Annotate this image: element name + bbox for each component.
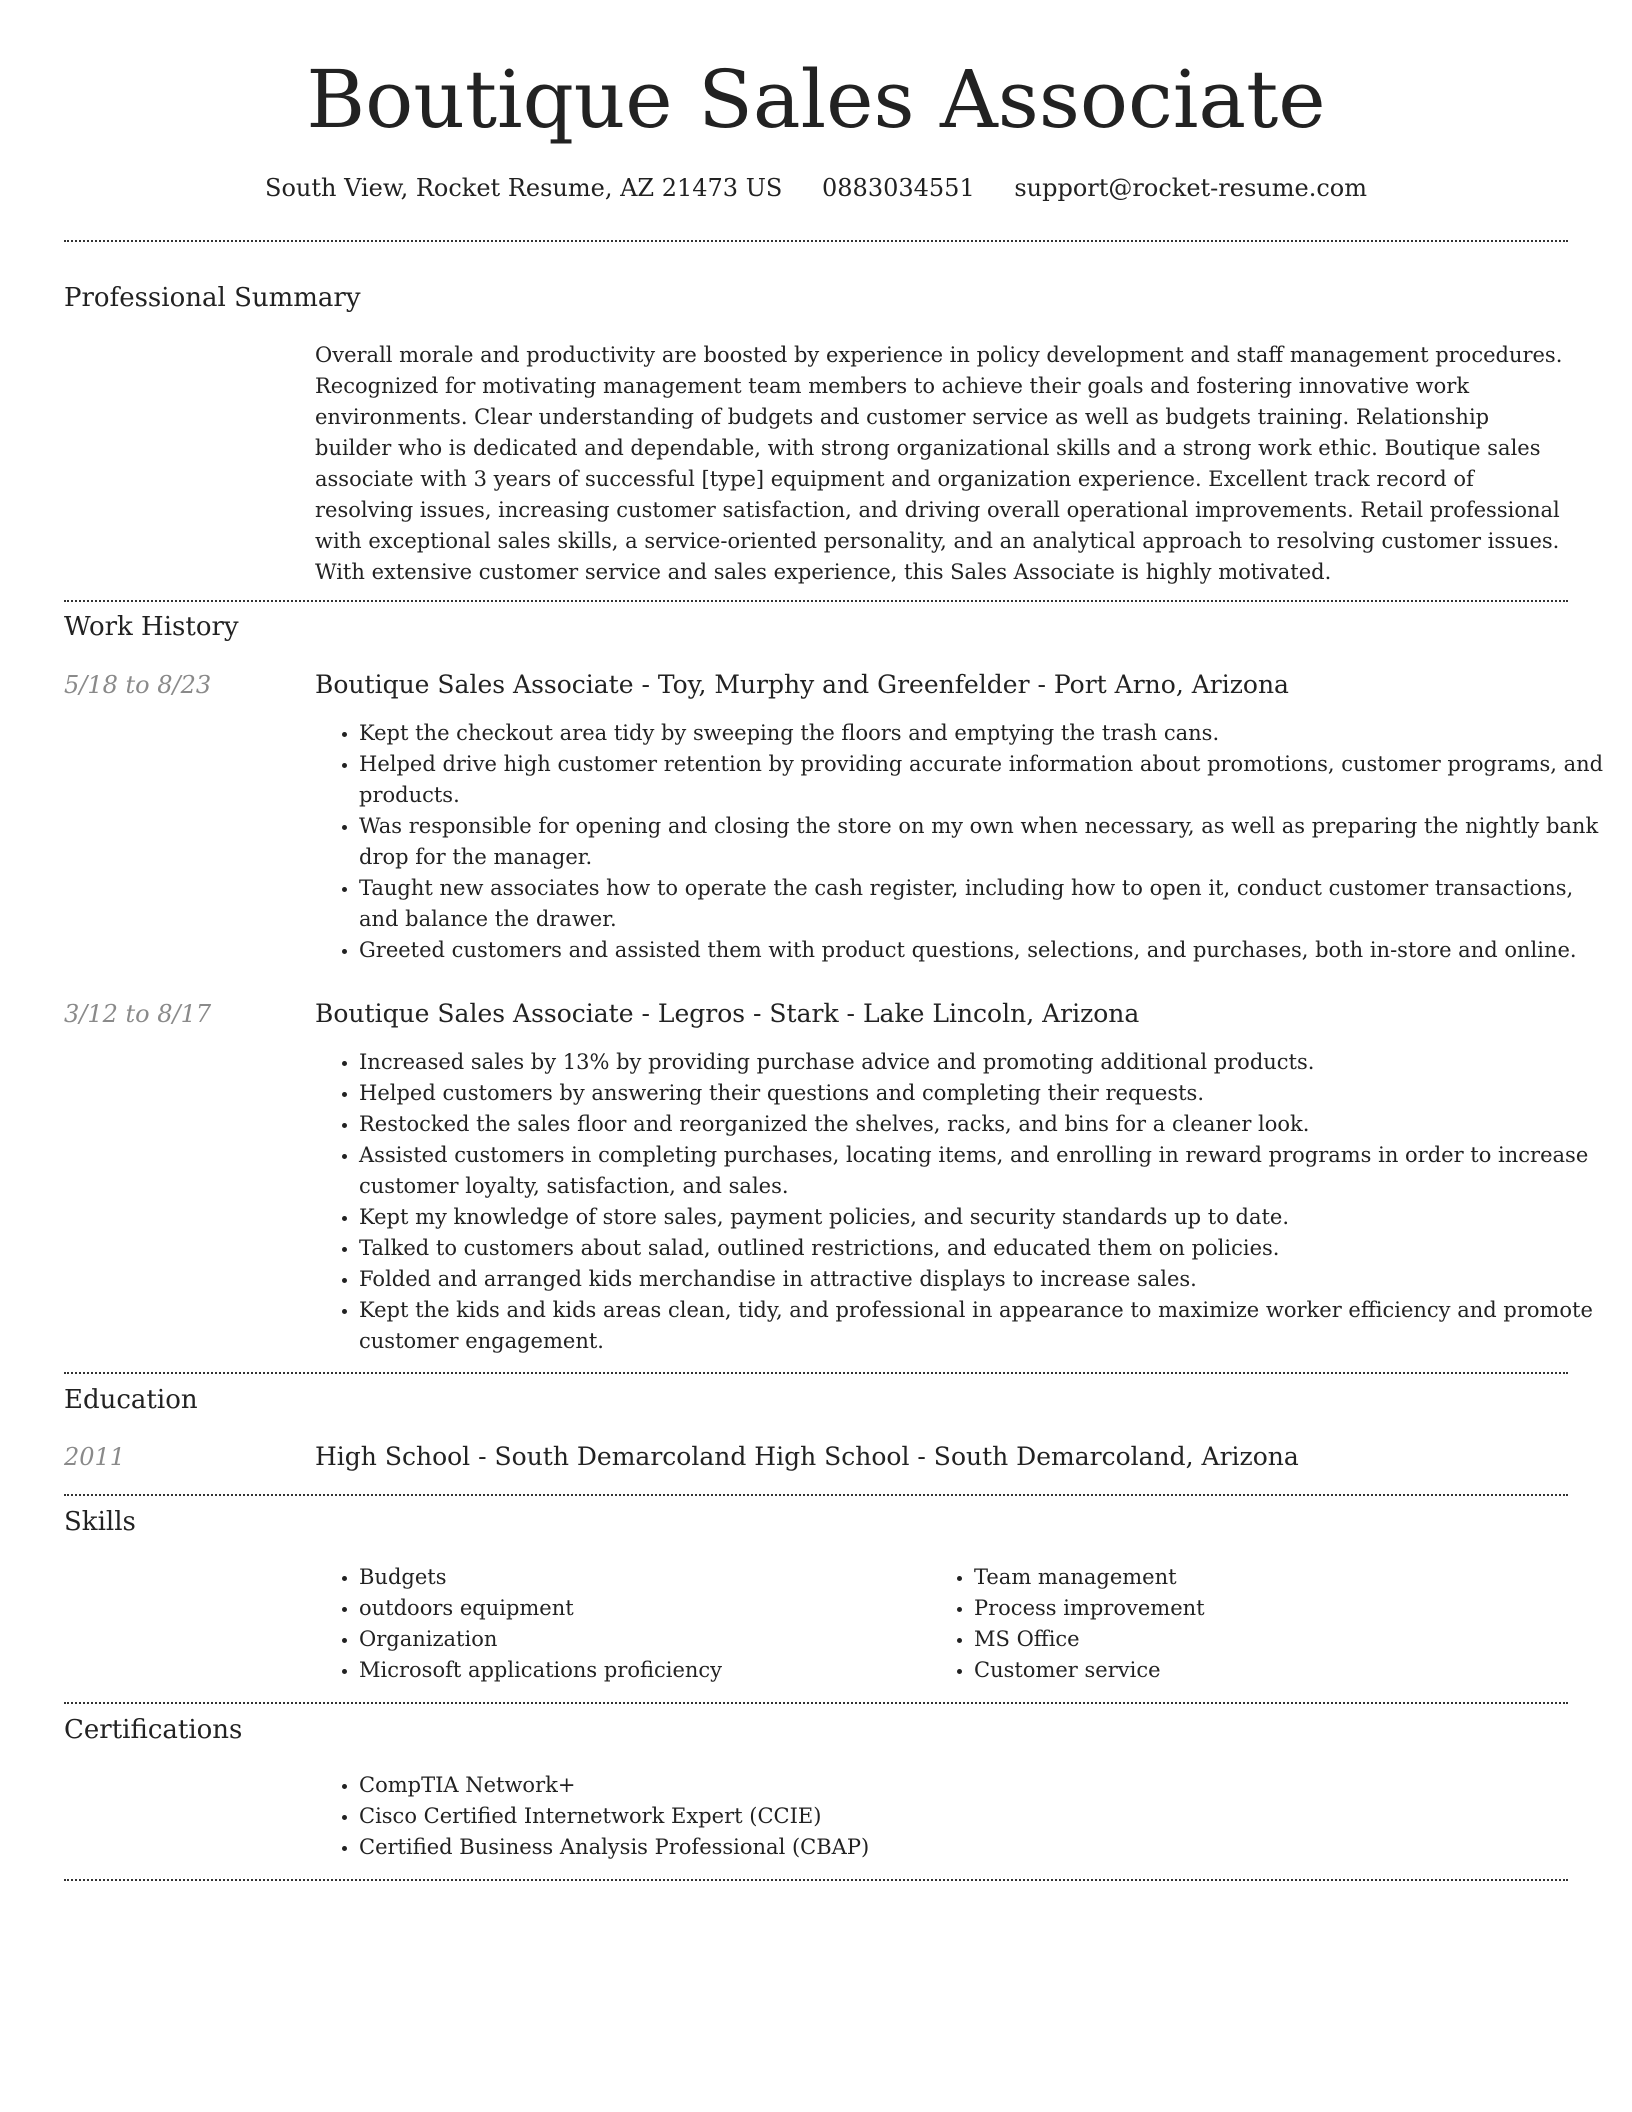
skills-list-right: [930, 1562, 1574, 1686]
job-heading: Boutique Sales Associate - Toy, Murphy and Greenfelder - Port Arno, Arizona: [315, 670, 1289, 699]
list-item: • Taught new associates how to operate the cash register, including how to open it, conduct customer transactions, and balance the drawer.: [359, 873, 1614, 935]
list-item: • Increased sales by 13% by providing purchase advice and promoting additional products.: [359, 1047, 1614, 1078]
section-title-work: Work History: [64, 612, 239, 642]
list-item: • Kept the kids and kids areas clean, tidy, and professional in appearance to maximize worker efficiency and promote customer engagement.: [359, 1295, 1614, 1357]
list-item: • Kept the checkout area tidy by sweeping the floors and emptying the trash cans.: [359, 718, 1614, 749]
candidate-name: Boutique Sales Associate: [306, 53, 1326, 146]
list-item: • Was responsible for opening and closing the store on my own when necessary, as well as preparing the nightly bank drop for the manager.: [359, 811, 1614, 873]
certifications-list: [315, 1770, 1614, 1863]
list-item: • Talked to customers about salad, outlined restrictions, and educated them on policies.: [359, 1233, 1614, 1264]
section-title-skills: Skills: [64, 1507, 136, 1537]
list-item: • Folded and arranged kids merchandise in attractive displays to increase sales.: [359, 1264, 1614, 1295]
certification-item: • Cisco Certified Internetwork Expert (CCIE): [359, 1801, 1614, 1832]
list-item: • Helped drive high customer retention by providing accurate information about promotions, customer programs, and products.: [359, 749, 1614, 811]
list-item: • Greeted customers and assisted them with product questions, selections, and purchases, both in-store and online.: [359, 935, 1614, 966]
summary-text: Overall morale and productivity are boosted by experience in policy development and staff management procedures. Recognized for motivating management team members to achieve their goals and fostering innovative work environments. Clear understanding of budgets and customer service as well as budgets training. Relationship builder who is dedicated and dependable, with strong organizational skills and a strong work ethic. Boutique sales associate with 3 years of successful [type] equipment and organization experience. Excellent track record of resolving issues, increasing customer satisfaction, and driving overall operational improvements. Retail professional with exceptional sales skills, a service-oriented personality, and an analytical approach to resolving customer issues. With extensive customer service and sales experience, this Sales Associate is highly motivated.: [315, 343, 1563, 584]
education-heading: High School - South Demarcoland High School - South Demarcoland, Arizona: [315, 1442, 1299, 1471]
skill-item: • Microsoft applications proficiency: [359, 1655, 929, 1686]
job-bullets: [315, 1047, 1614, 1357]
divider: [64, 1702, 1568, 1704]
section-title-education: Education: [64, 1385, 198, 1415]
education-year: 2011: [64, 1443, 126, 1471]
contact-address: South View, Rocket Resume, AZ 21473 US: [265, 174, 783, 202]
contact-email: support@rocket-resume.com: [1014, 174, 1367, 202]
skill-item: • outdoors equipment: [359, 1593, 929, 1624]
section-title-summary: Professional Summary: [64, 283, 361, 313]
job-bullets: [315, 718, 1614, 966]
job-dates: 3/12 to 8/17: [64, 1000, 212, 1028]
contact-line: [0, 170, 1632, 206]
skill-item: • Team management: [974, 1562, 1574, 1593]
divider: [64, 600, 1568, 602]
skills-list-left: [315, 1562, 929, 1686]
skill-item: • Customer service: [974, 1655, 1574, 1686]
contact-phone: 0883034551: [822, 174, 975, 202]
divider: [64, 1879, 1568, 1881]
list-item: • Restocked the sales floor and reorganized the shelves, racks, and bins for a cleaner look.: [359, 1109, 1614, 1140]
list-item: • Assisted customers in completing purchases, locating items, and enrolling in reward programs in order to increase customer loyalty, satisfaction, and sales.: [359, 1140, 1614, 1202]
skill-item: • Organization: [359, 1624, 929, 1655]
divider: [64, 1372, 1568, 1374]
skill-item: • Process improvement: [974, 1593, 1574, 1624]
certification-item: • CompTIA Network+: [359, 1770, 1614, 1801]
list-item: • Helped customers by answering their questions and completing their requests.: [359, 1078, 1614, 1109]
section-title-certifications: Certifications: [64, 1715, 243, 1745]
skill-item: • MS Office: [974, 1624, 1574, 1655]
job-dates: 5/18 to 8/23: [64, 671, 212, 699]
list-item: • Kept my knowledge of store sales, payment policies, and security standards up to date.: [359, 1202, 1614, 1233]
divider: [64, 1494, 1568, 1496]
certification-item: • Certified Business Analysis Professional (CBAP): [359, 1832, 1614, 1863]
divider: [64, 240, 1568, 242]
skill-item: • Budgets: [359, 1562, 929, 1593]
job-heading: Boutique Sales Associate - Legros - Stark - Lake Lincoln, Arizona: [315, 999, 1140, 1028]
